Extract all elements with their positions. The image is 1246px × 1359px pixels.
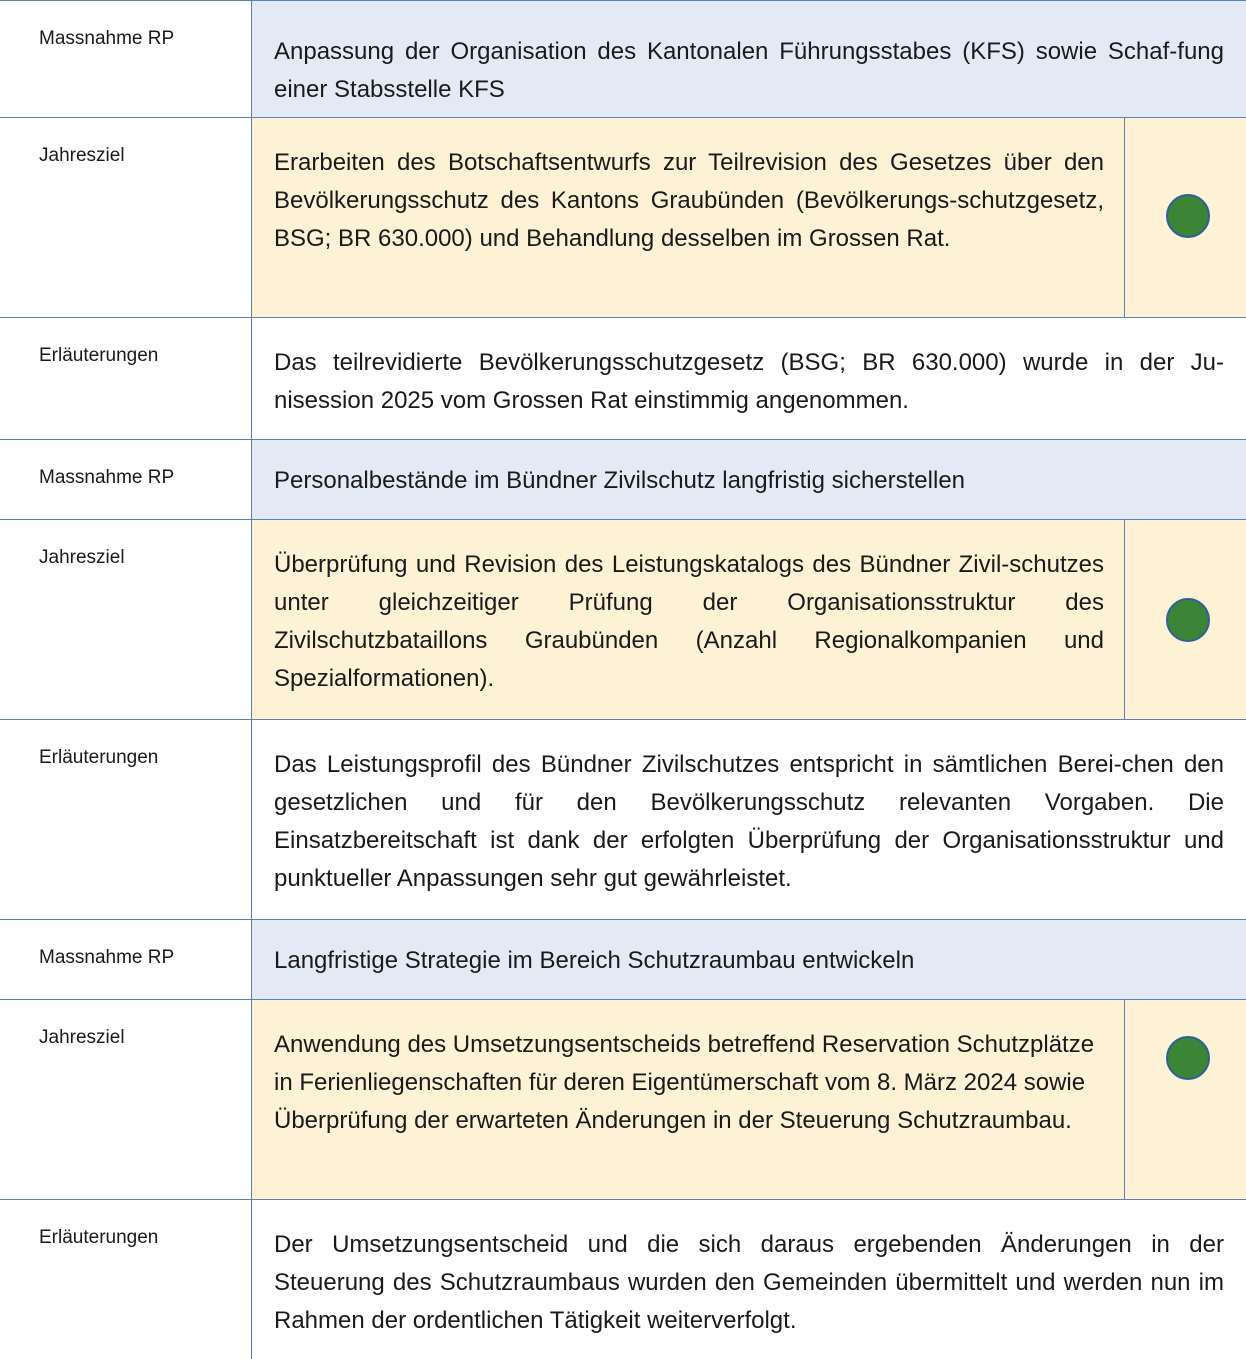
status-green-dot-icon: [1166, 1036, 1210, 1080]
row-label: Massnahme RP: [0, 440, 252, 519]
explanation-row: [0, 1200, 1246, 1359]
explanation-row: [0, 318, 1246, 440]
goal-text: Überprüfung und Revision des Leistungskatalogs des Bündner Zivil-schutzes unter gleichzeitiger Prüfung der Organisationsstruktur des Zivilschutzbataillons Graubünden (Anzahl Regionalkompanien und Spezialformationen).: [252, 520, 1124, 719]
row-label: Erläuterungen: [0, 1200, 252, 1359]
row-label: Erläuterungen: [0, 720, 252, 919]
goal-text: Erarbeiten des Botschaftsentwurfs zur Teilrevision des Gesetzes über den Bevölkerungsschutz des Kantons Graubünden (Bevölkerungs-schutzgesetz, BSG; BR 630.000) und Behandlung desselben im Grossen Rat.: [252, 118, 1124, 317]
row-label: Massnahme RP: [0, 1, 252, 117]
explanation-text: Der Umsetzungsentscheid und die sich daraus ergebenden Änderungen in der Steuerung des Schutzraumbaus wurden den Gemeinden übermittelt und werden nun im Rahmen der ordentlichen Tätigkeit weiterverfolgt.: [274, 1231, 1224, 1334]
row-label: Jahresziel: [0, 118, 252, 317]
status-green-dot-icon: [1166, 194, 1210, 238]
explanation-row: [0, 720, 1246, 920]
row-label: Erläuterungen: [0, 318, 252, 439]
measure-row: [0, 440, 1246, 520]
measure-text: Langfristige Strategie im Bereich Schutzraumbau entwickeln: [252, 920, 1246, 999]
status-cell: [1124, 1000, 1246, 1199]
measure-text: Personalbestände im Bündner Zivilschutz langfristig sicherstellen: [252, 440, 1246, 519]
row-label: Jahresziel: [0, 1000, 252, 1199]
measure-text: Anpassung der Organisation des Kantonalen Führungsstabes (KFS) sowie Schaf-fung einer Stabsstelle KFS: [252, 1, 1246, 117]
goal-row: [0, 520, 1246, 720]
measure-row: [0, 920, 1246, 1000]
status-cell: [1124, 118, 1246, 317]
explanation-text: Das Leistungsprofil des Bündner Zivilschutzes entspricht in sämtlichen Berei-chen den gesetzlichen und für den Bevölkerungsschutz relevanten Vorgaben. Die Einsatzbereitschaft ist dank der erfolgten Überprüfung der Organisationsstruktur und punktueller Anpassungen sehr gut gewährleistet.: [274, 751, 1224, 892]
goal-row: [0, 1000, 1246, 1200]
status-green-dot-icon: [1166, 598, 1210, 642]
explanation-text: Das teilrevidierte Bevölkerungsschutzgesetz (BSG; BR 630.000) wurde in der Ju-nisession 2025 vom Grossen Rat einstimmig angenommen.: [274, 349, 1224, 414]
goal-text: Anwendung des Umsetzungsentscheids betreffend Reservation Schutzplätze in Ferienliegenschaften für deren Eigentümerschaft vom 8. März 2024 sowie Überprüfung der erwarteten Änderungen in der Steuerung Schutzraumbau.: [252, 1000, 1124, 1199]
row-label: Jahresziel: [0, 520, 252, 719]
measure-row: [0, 0, 1246, 118]
status-cell: [1124, 520, 1246, 719]
row-label: Massnahme RP: [0, 920, 252, 999]
goal-row: [0, 118, 1246, 318]
